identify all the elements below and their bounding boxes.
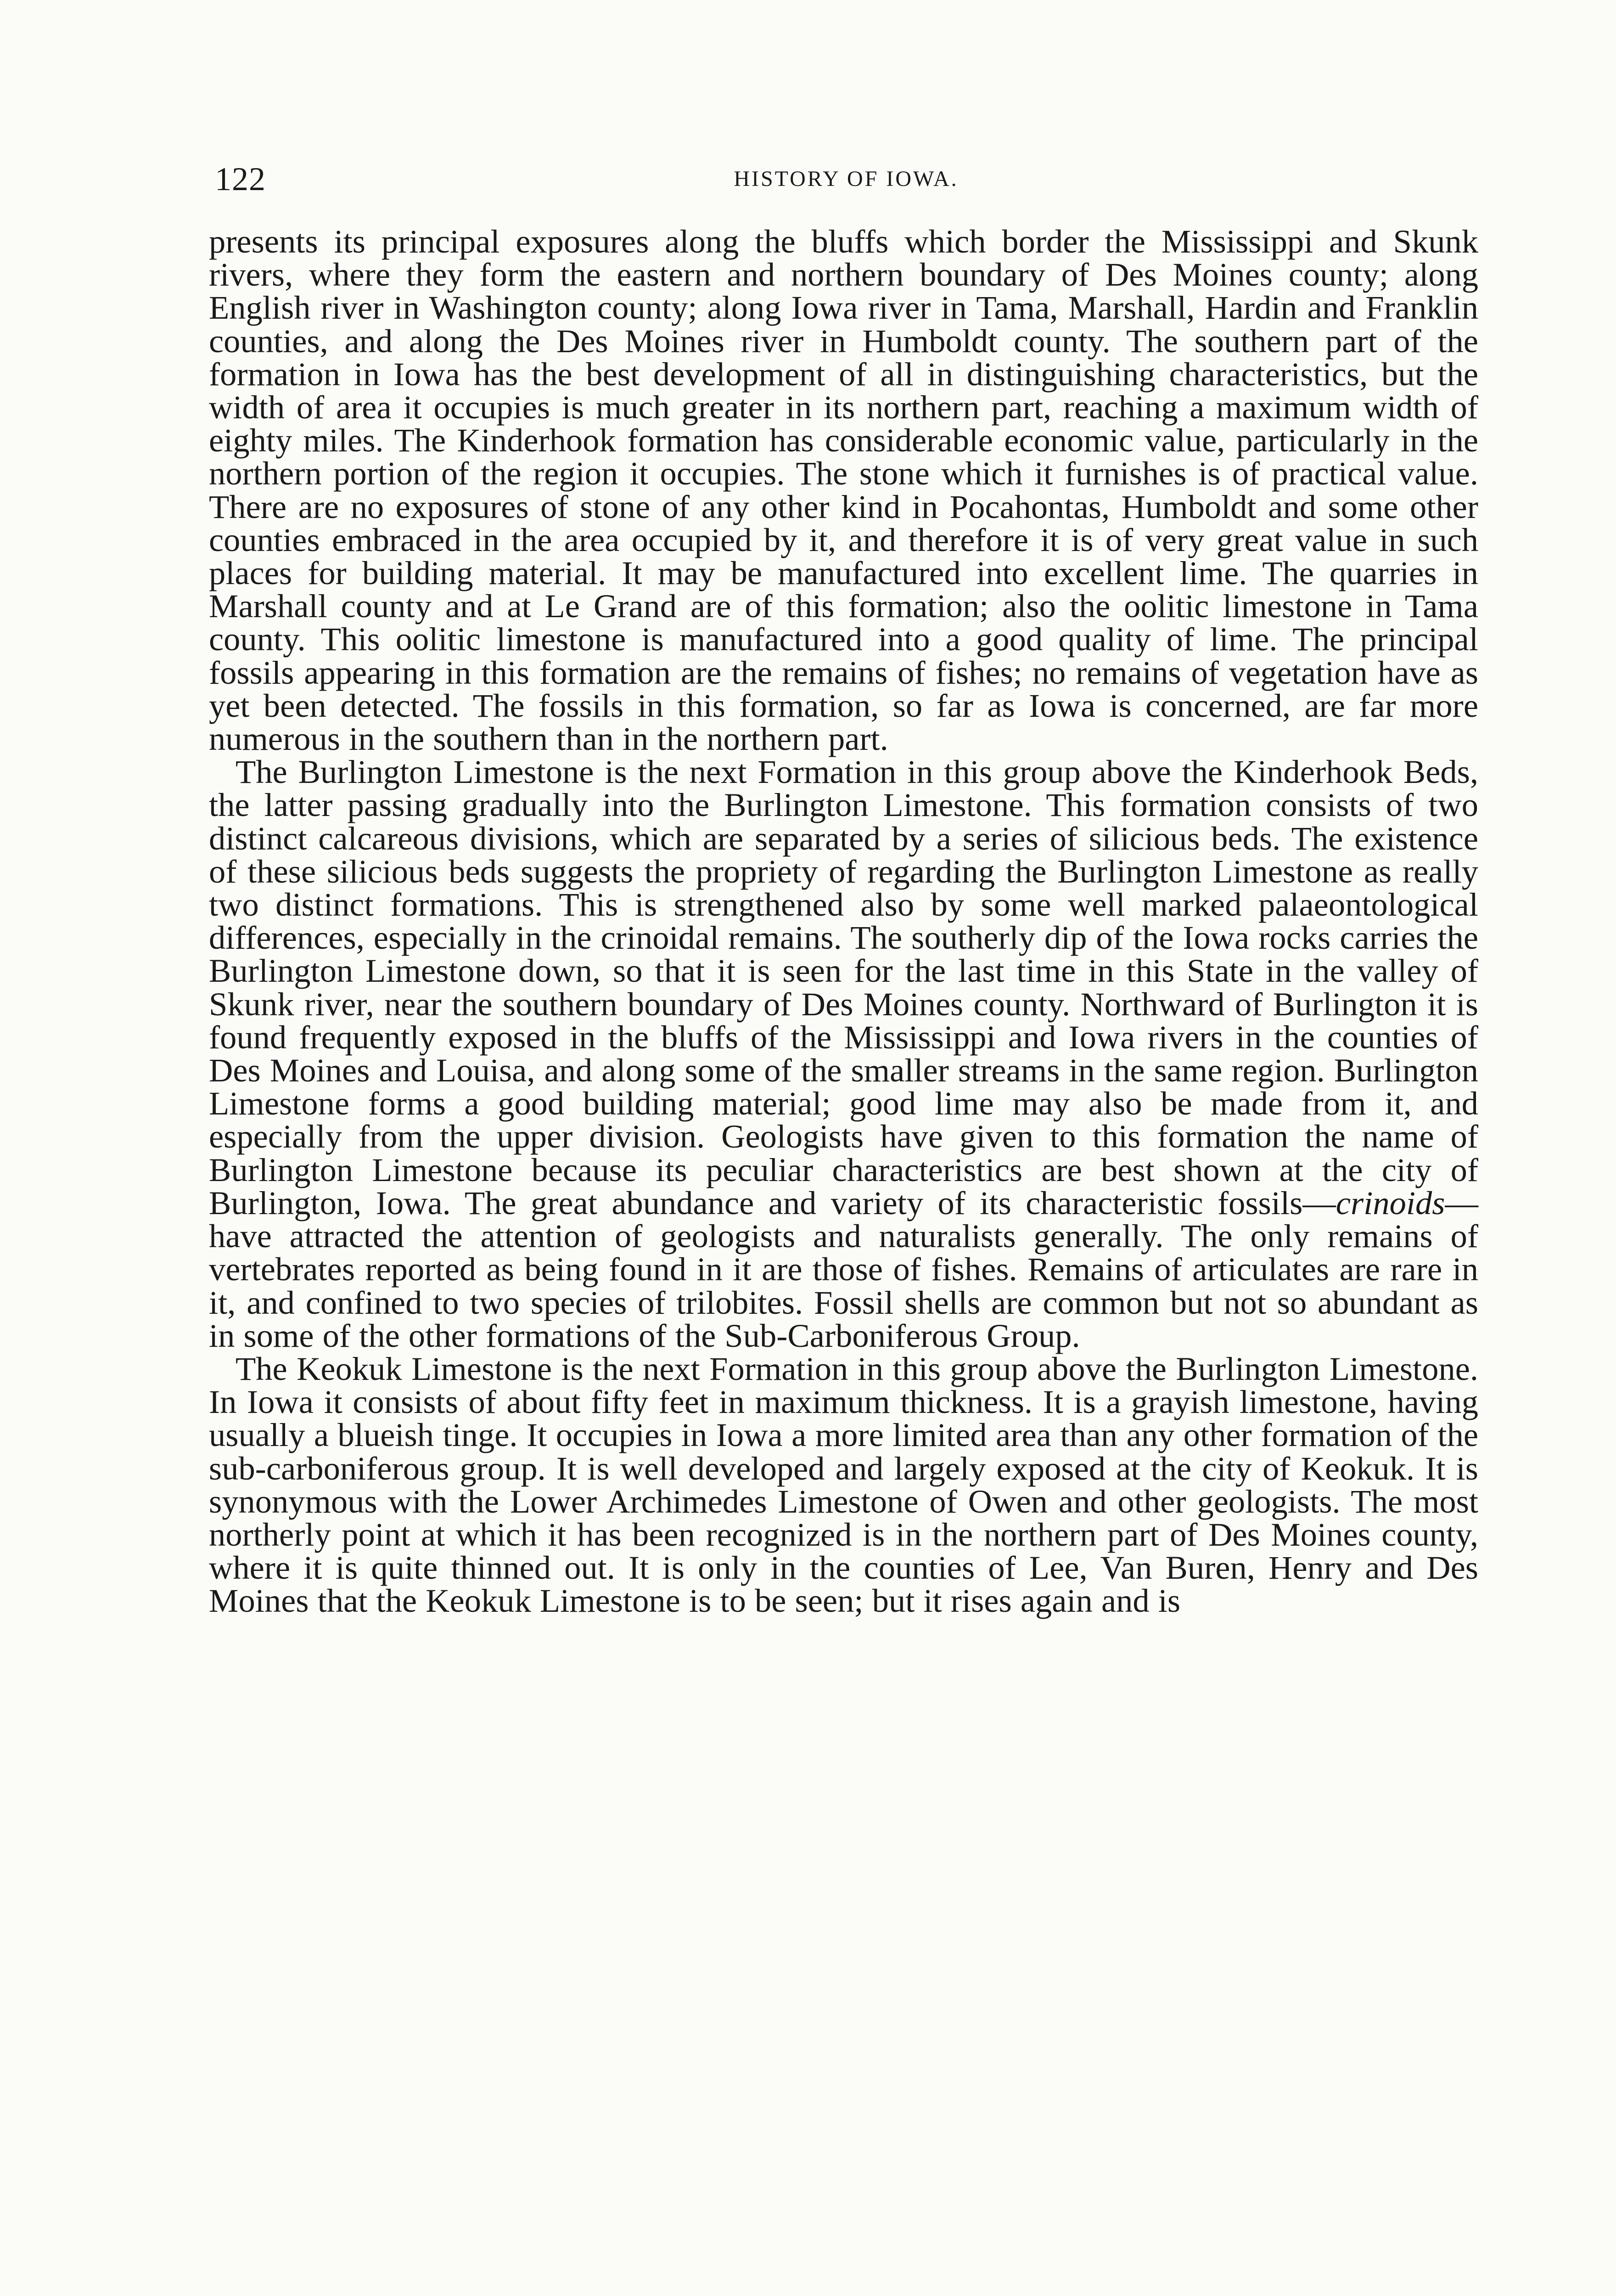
paragraph-kinderhook: presents its principal exposures along the bluffs which border the Mississippi and Skunk rivers, where they form the eastern and northern boundary of Des Moines county; along English river in Washington county; along Iowa river in Tama, Marshall, Hardin and Franklin counties, and along the Des Moines river in Humboldt county. The southern part of the formation in Iowa has the best development of all in distinguishing characteristics, but the width of area it occupies is much greater in its northern part, reaching a maximum width of eighty miles. The Kinderhook formation has considerable economic value, particularly in the northern portion of the region it occupies. The stone which it furnishes is of practical value. There are no exposures of stone of any other kind in Pocahontas, Humboldt and some other counties embraced in the area occupied by it, and therefore it is of very great value in such places for building material. It may be manufactured into excellent lime. The quarries in Marshall county and at Le Grand are of this formation; also the oolitic limestone in Tama county. This oolitic limestone is manufactured into a good quality of lime. The principal fossils appearing in this formation are the remains of fishes; no remains of vegetation have as yet been detected. The fossils in this formation, so far as Iowa is concerned, are far more numerous in the southern than in the northern part.	[209, 223, 1478, 758]
page-header	[215, 158, 1477, 200]
paragraph-keokuk-limestone: The Keokuk Limestone is the next Formation in this group above the Burlington Limestone. In Iowa it consists of about fifty feet in maximum thickness. It is a grayish limestone, having usually a blueish tinge. It occupies in Iowa a more limited area than any other formation of the sub-carboniferous group. It is well developed and largely exposed at the city of Keokuk. It is synonymous with the Lower Archimedes Limestone of Owen and other geologists. The most northerly point at which it has been recognized is in the northern part of Des Moines county, where it is quite thinned out. It is only in the counties of Lee, Van Buren, Henry and Des Moines that the Keokuk Limestone is to be seen; but it rises again and is	[209, 1350, 1478, 1620]
paragraph-text-after-italic: —have attracted the attention of geologists and naturalists generally. The only remains of vertebrates reported as being found in it are those of fishes. Remains of articulates are rare in it, and confined to two species of trilobites. Fossil shells are common but not so abundant as in some of the other formations of the Sub-Carboniferous Group.	[209, 1184, 1478, 1354]
page-number: 122	[215, 161, 266, 197]
paragraph-burlington-limestone	[209, 755, 1478, 1352]
paragraph-text-before-italic: The Burlington Limestone is the next Formation in this group above the Kinderhook Beds, the latter passing gradually into the Burlington Limestone. This formation consists of two distinct calcareous divisions, which are separated by a series of silicious beds. The existence of these silicious beds suggests the propriety of regarding the Burlington Limestone as really two distinct formations. This is strengthened also by some well marked palaeontological differences, especially in the crinoidal remains. The southerly dip of the Iowa rocks carries the Burlington Limestone down, so that it is seen for the last time in this State in the valley of Skunk river, near the southern boundary of Des Moines county. Northward of Burlington it is found frequently exposed in the bluffs of the Mississippi and Iowa rivers in the counties of Des Moines and Louisa, and along some of the smaller streams in the same region. Burlington Limestone forms a good building material; good lime may also be made from it, and especially from the upper division. Geologists have given to this formation the name of Burlington Limestone because its peculiar characteristics are best shown at the city of Burlington, Iowa. The great abundance and variety of its characteristic fossils—	[209, 753, 1478, 1221]
italic-term-crinoids: crinoids	[1335, 1184, 1445, 1221]
running-title: HISTORY OF IOWA.	[734, 167, 959, 191]
body-text	[209, 225, 1478, 1618]
